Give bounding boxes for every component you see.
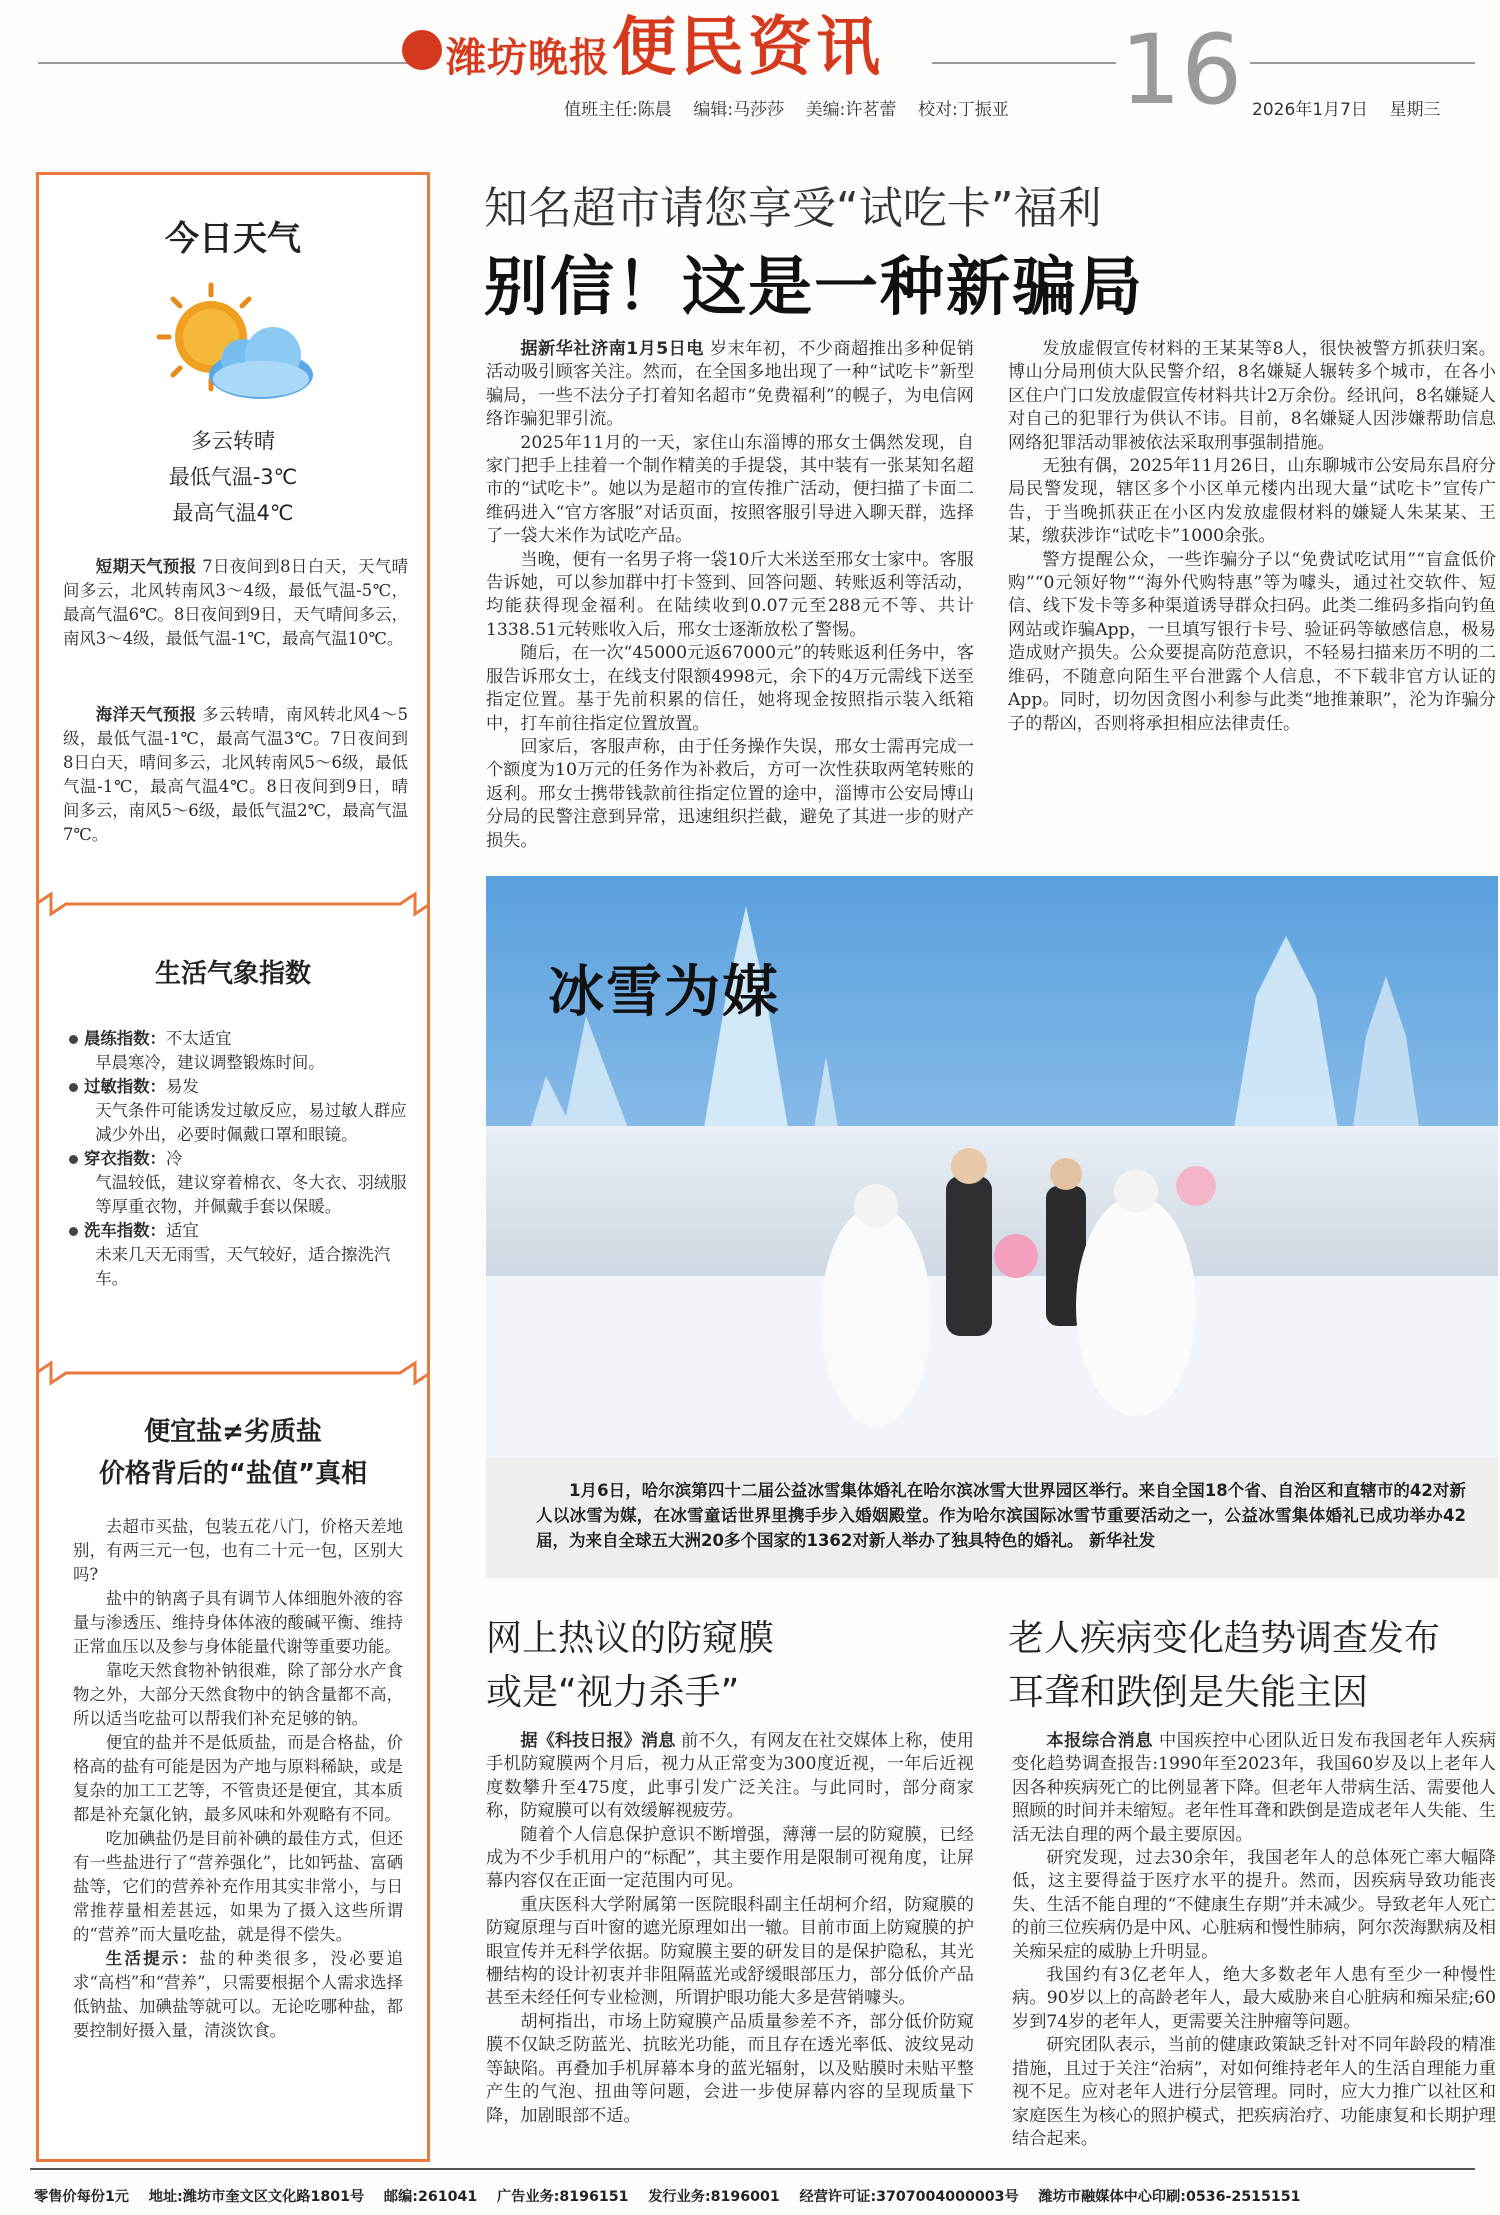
lead-dateline: 据新华社济南1月5日电 xyxy=(520,339,704,359)
lead-paragraph xyxy=(486,338,974,432)
page-number: 16 xyxy=(1120,14,1243,126)
lead-paragraph: 随后，在一次“45000元返67000元”的转账返利任务中，客服告诉邢女士，在线支付限额4998元，余下的4万元需线下送至指定位置。基于先前积累的信任，她将现金按照指示装入纸箱中，打车前往指定位置放置。 xyxy=(486,643,974,734)
marine-forecast-label: 海洋天气预报 xyxy=(95,705,197,724)
marine-forecast xyxy=(63,703,408,847)
newspaper-logo-icon xyxy=(402,30,442,70)
footer xyxy=(0,2168,1500,2215)
short-term-forecast-text: 7日夜间到8日白天，天气晴间多云，北风转南风3～4级，最低气温-5℃，最高气温6℃。8日夜间到9日，天气晴间多云，南风3～4级，最低气温-1℃，最高气温10℃。 xyxy=(63,557,409,648)
bullet-icon xyxy=(69,1035,78,1044)
lead-paragraph-text: 岁末年初，不少商超推出多种促销活动吸引顾客关注。然而，在全国多地出现了一种“试吃卡”新型骗局，一些不法分子打着知名超市“免费福利”的幌子，为电信网络诈骗犯罪引流。 xyxy=(486,339,974,430)
index-desc: 未来几天无雨雪，天气较好，适合擦洗汽车。 xyxy=(95,1245,391,1288)
photo-block xyxy=(486,876,1498,1578)
salt-tip xyxy=(73,1947,403,2043)
film-dateline: 据《科技日报》消息 xyxy=(520,1731,676,1751)
weather-title: 今日天气 xyxy=(165,219,301,259)
elder-article xyxy=(1008,1610,1498,2155)
salt-tip-text: 盐的种类很多，没必要追求“高档”和“营养”，只需要根据个人需求选择低钠盐、加碘盐等就可以。无论吃哪种盐，都要控制好摄入量，清淡饮食。 xyxy=(73,1949,404,2040)
lead-paragraph: 发放虚假宣传材料的王某某等8人，很快被警方抓获归案。博山分局刑侦大队民警介绍，8名嫌疑人辗转多个城市，在各小区住户门口发放虚假宣传材料共计2万余份。经讯问，8名嫌疑人对自己的犯罪行为供认不讳。目前，8名嫌疑人因涉嫌帮助信息网络犯罪活动罪被依法采取刑事强制措施。 xyxy=(1008,339,1496,453)
index-label: 洗车指数： xyxy=(84,1221,166,1240)
lead-paragraph: 2025年11月的一天，家住山东淄博的邢女士偶然发现，自家门把手上挂着一个制作精美的手提袋，其中装有一张某知名超市的“试吃卡”。她以为是超市的宣传推广活动，便扫描了卡面二维码进入“官方客服”对话页面，按照客服引导进入聊天群，选择了一袋大米作为试吃产品。 xyxy=(486,432,974,547)
elder-dateline: 本报综合消息 xyxy=(1046,1731,1153,1751)
film-headline-line2: 或是“视力杀手” xyxy=(486,1672,740,1713)
lead-column-1 xyxy=(486,338,974,853)
salt-paragraph: 便宜的盐并不是低质盐，而是合格盐，价格高的盐有可能是因为产地与原料稀缺，或是复杂的加工工艺等，不管贵还是便宜，其本质都是补充氯化钠，最多风味和外观略有不同。 xyxy=(73,1733,403,1824)
film-article xyxy=(486,1610,976,2155)
issue-date: 2026年1月7日 星期三 xyxy=(1252,100,1441,120)
life-index-list xyxy=(69,1027,409,1291)
index-value: 冷 xyxy=(165,1149,183,1168)
photo-credit: 新华社发 xyxy=(1089,1531,1156,1550)
index-label: 晨练指数： xyxy=(84,1029,166,1048)
weather-condition: 多云转晴 xyxy=(191,429,275,453)
weather-high: 最高气温4℃ xyxy=(172,501,294,525)
index-value: 易发 xyxy=(165,1077,199,1096)
film-paragraph: 随着个人信息保护意识不断增强，薄薄一层的防窥膜，已经成为不少手机用户的“标配”，其主要作用是限制可视角度，让屏幕内容仅在正面一定范围内可见。 xyxy=(486,1824,974,1892)
film-headline-line1: 网上热议的防窥膜 xyxy=(486,1618,775,1659)
lead-paragraph: 无独有偶，2025年11月26日，山东聊城市公安局东昌府分局民警发现，辖区多个小区单元楼内出现大量“试吃卡”宣传广告，于当晚抓获正在小区内发放虚假材料的嫌疑人朱某某、王某，缴获涉诈“试吃卡”1000余张。 xyxy=(1008,456,1496,547)
photo-caption-text: 1月6日，哈尔滨第四十二届公益冰雪集体婚礼在哈尔滨冰雪大世界园区举行。来自全国18个省、自治区和直辖市的42对新人以冰雪为媒，在冰雪童话世界里携手步入婚姻殿堂。作为哈尔滨国际冰雪节重要活动之一，公益冰雪集体婚礼已成功举办42届，为来自全球五大洲20多个国家的1362对新人举办了独具特色的婚礼。 xyxy=(536,1481,1466,1550)
bullet-icon xyxy=(69,1155,78,1164)
lead-article xyxy=(482,172,1500,852)
elder-headline-line1: 老人疾病变化趋势调查发布 xyxy=(1008,1618,1441,1659)
lead-kicker: 知名超市请您享受“试吃卡”福利 xyxy=(484,183,1102,234)
lead-paragraph: 警方提醒公众，一些诈骗分子以“免费试吃试用”“盲盒低价购”“0元领好物”“海外代购特惠”等为噱头，通过社交软件、短信、线下发卡等多种渠道诱导群众扫码。此类二维码多指向钓鱼网站或诈骗App，一旦填写银行卡号、验证码等敏感信息，极易造成财产损失。公众要提高防范意识，不轻易扫描来历不明的二维码，不随意向陌生平台泄露个人信息，不下载非官方认证的App。同时，切勿因贪图小利参与此类“地推兼职”，沦为诈骗分子的帮凶，否则将承担相应法律责任。 xyxy=(1008,549,1496,734)
footer-rule xyxy=(30,2168,1475,2170)
salt-title-line1: 便宜盐≠劣质盐 xyxy=(144,1417,322,1447)
zigzag-divider xyxy=(36,1360,430,1386)
index-item-carwash xyxy=(69,1219,409,1291)
newspaper-logo-text: 潍坊晚报 xyxy=(446,35,610,81)
index-label: 过敏指数： xyxy=(84,1077,166,1096)
elder-headline-line2: 耳聋和跌倒是失能主因 xyxy=(1008,1672,1369,1713)
salt-paragraph: 靠吃天然食物补钠很难，除了部分水产食物之外，大部分天然食物中的钠含量都不高，所以适当吃盐可以帮我们补充足够的钠。 xyxy=(73,1661,403,1728)
salt-article xyxy=(39,1387,427,2157)
index-item-allergy xyxy=(69,1075,409,1147)
elder-paragraph: 我国约有3亿老年人，绝大多数老年人患有至少一种慢性病。90岁以上的高龄老年人，最大威胁来自心脏病和痴呆症;60岁到74岁的老年人，更需要关注肿瘤等问题。 xyxy=(1012,1965,1496,2032)
film-body xyxy=(486,1730,974,2128)
index-label: 穿衣指数： xyxy=(84,1149,166,1168)
film-paragraph: 胡柯指出，市场上防窥膜产品质量参差不齐，部分低价防窥膜不仅缺乏防蓝光、抗眩光功能，而且存在透光率低、波纹晃动等缺陷。再叠加手机屏幕本身的蓝光辐射，以及贴膜时未贴平整产生的气泡、扭曲等问题，会进一步使屏幕内容的呈现质量下降，加剧眼部不适。 xyxy=(486,2011,974,2126)
film-paragraph xyxy=(486,1730,974,1824)
index-desc: 天气条件可能诱发过敏反应，易过敏人群应减少外出，必要时佩戴口罩和眼镜。 xyxy=(95,1101,407,1144)
weather-section xyxy=(39,175,427,905)
index-item-exercise xyxy=(69,1027,409,1075)
film-paragraph-text: 前不久，有网友在社交媒体上称，使用手机防窥膜两个月后，视力从正常变为300度近视，一年后近视度数攀升至475度，此事引发广泛关注。与此同时，部分商家称，防窥膜可以有效缓解视疲劳。 xyxy=(486,1731,974,1822)
short-term-forecast-label: 短期天气预报 xyxy=(95,557,197,576)
bullet-icon xyxy=(69,1083,78,1092)
masthead-rule-right xyxy=(932,62,1116,64)
photo-caption xyxy=(536,1478,1466,1553)
weather-low: 最低气温-3℃ xyxy=(168,465,298,489)
zigzag-divider xyxy=(36,891,430,917)
salt-paragraph: 去超市买盐，包装五花八门，价格天差地别，有两三元一包，也有二十元一包，区别大吗? xyxy=(73,1517,403,1584)
photo-caption-box xyxy=(486,1458,1498,1578)
masthead-rule-left xyxy=(38,62,410,64)
film-paragraph: 重庆医科大学附属第一医院眼科副主任胡柯介绍，防窥膜的防窥原理与百叶窗的遮光原理如出一辙。目前市面上防窥膜的护眼宣传并无科学依据。防窥膜主要的研发目的是保护隐私，其光栅结构的设计初衷并非阻隔蓝光或舒缓眼部压力，部分低价产品甚至未经任何专业检测，所谓护眼功能大多是营销噱头。 xyxy=(486,1894,974,2009)
sun-cloud-icon xyxy=(143,275,323,405)
salt-paragraph: 盐中的钠离子具有调节人体细胞外液的容量与渗透压、维持身体体液的酸碱平衡、维持正常血压以及参与身体能量代谢等重要功能。 xyxy=(73,1589,403,1656)
salt-title-line2: 价格背后的“盐值”真相 xyxy=(98,1459,368,1489)
lead-paragraph: 当晚，便有一名男子将一袋10斤大米送至邢女士家中。客服告诉她，可以参加群中打卡签到、回答问题、转账返利等活动，均能获得现金福利。在陆续收到0.07元至288元不等、共计1338.51元转账收入后，邢女士逐渐放松了警惕。 xyxy=(486,549,974,640)
elder-paragraph: 研究发现，过去30余年，我国老年人的总体死亡率大幅降低，这主要得益于医疗水平的提升。然而，因疾病导致功能丧失、生活不能自理的“不健康生存期”并未减少。导致老年人死亡的前三位疾病仍是中风、心脏病和慢性肺病，阿尔茨海默病及相关痴呆症的威胁上升明显。 xyxy=(1012,1848,1496,1962)
salt-paragraph: 吃加碘盐仍是目前补碘的最佳方式，但还有一些盐进行了“营养强化”，比如钙盐、富硒盐等，它们的营养补充作用其实非常小，与日常推荐量相差甚远，如果为了摄入这些所谓的“营养”而大量吃盐，就是得不偿失。 xyxy=(73,1829,403,1944)
short-term-forecast xyxy=(63,555,408,651)
elder-paragraph xyxy=(1012,1730,1496,1847)
photo-title: 冰雪为媒 xyxy=(548,960,780,1025)
section-title: 便民资讯 xyxy=(612,11,884,85)
footer-text: 零售价每份1元 地址:潍坊市奎文区文化路1801号 邮编:261041 广告业务:8196151 发行业务:8196001 经营许可证:3707004000003号 潍坊市融媒体中心印刷:0536-2515151 xyxy=(34,2189,1301,2205)
lead-paragraph: 回家后，客服声称，由于任务操作失误，邢女士需再完成一个额度为10万元的任务作为补救后，方可一次性获取两笔转账的返利。邢女士携带钱款前往指定位置的途中，淄博市公安局博山分局的民警注意到异常，迅速组织拦截，避免了其进一步的财产损失。 xyxy=(486,736,974,851)
staff-line: 值班主任:陈晨 编辑:马莎莎 美编:许茗蕾 校对:丁振亚 xyxy=(564,100,1009,120)
marine-forecast-text: 多云转晴，南风转北风4～5级，最低气温-1℃，最高气温3℃。7日夜间到8日白天，晴间多云，北风转南风5～6级，最低气温-1℃，最高气温4℃。8日夜间到9日，晴间多云，南风5～6级，最低气温2℃，最高气温7℃。 xyxy=(63,705,409,844)
elder-body xyxy=(1012,1730,1496,2151)
masthead-rule-far-right xyxy=(1250,62,1475,64)
index-value: 适宜 xyxy=(165,1221,199,1240)
elder-paragraph: 研究团队表示，当前的健康政策缺乏针对不同年龄段的精准措施，且过于关注“治病”，对如何维持老年人的生活自理能力重视不足。应对老年人进行分层管理。同时，应大力推广以社区和家庭医生为核心的照护模式，把疾病治疗、功能康复和长期护理结合起来。 xyxy=(1012,2035,1496,2149)
bullet-icon xyxy=(69,1227,78,1236)
left-sidebar xyxy=(36,172,430,2162)
index-desc: 气温较低，建议穿着棉衣、冬大衣、羽绒服等厚重衣物，并佩戴手套以保暖。 xyxy=(95,1173,407,1216)
salt-body xyxy=(73,1515,403,2043)
life-index-section xyxy=(39,917,427,1417)
index-item-clothing xyxy=(69,1147,409,1219)
life-index-title: 生活气象指数 xyxy=(154,959,311,989)
index-desc: 早晨寒冷，建议调整锻炼时间。 xyxy=(95,1053,325,1072)
salt-tip-label: 生活提示： xyxy=(105,1949,200,1968)
masthead xyxy=(0,0,1500,128)
lead-headline: 别信！这是一种新骗局 xyxy=(484,251,1144,325)
index-value: 不太适宜 xyxy=(165,1029,232,1048)
elder-paragraph-text: 中国疾控中心团队近日发布我国老年人疾病变化趋势调查报告:1990年至2023年，我国60岁及以上老年人因各种疾病死亡的比例显著下降。但老年人带病生活、需要他人照顾的时间并未缩短。老年性耳聋和跌倒是造成老年人失能、生活无法自理的两个最主要原因。 xyxy=(1012,1731,1496,1845)
lead-column-2 xyxy=(1008,338,1496,736)
